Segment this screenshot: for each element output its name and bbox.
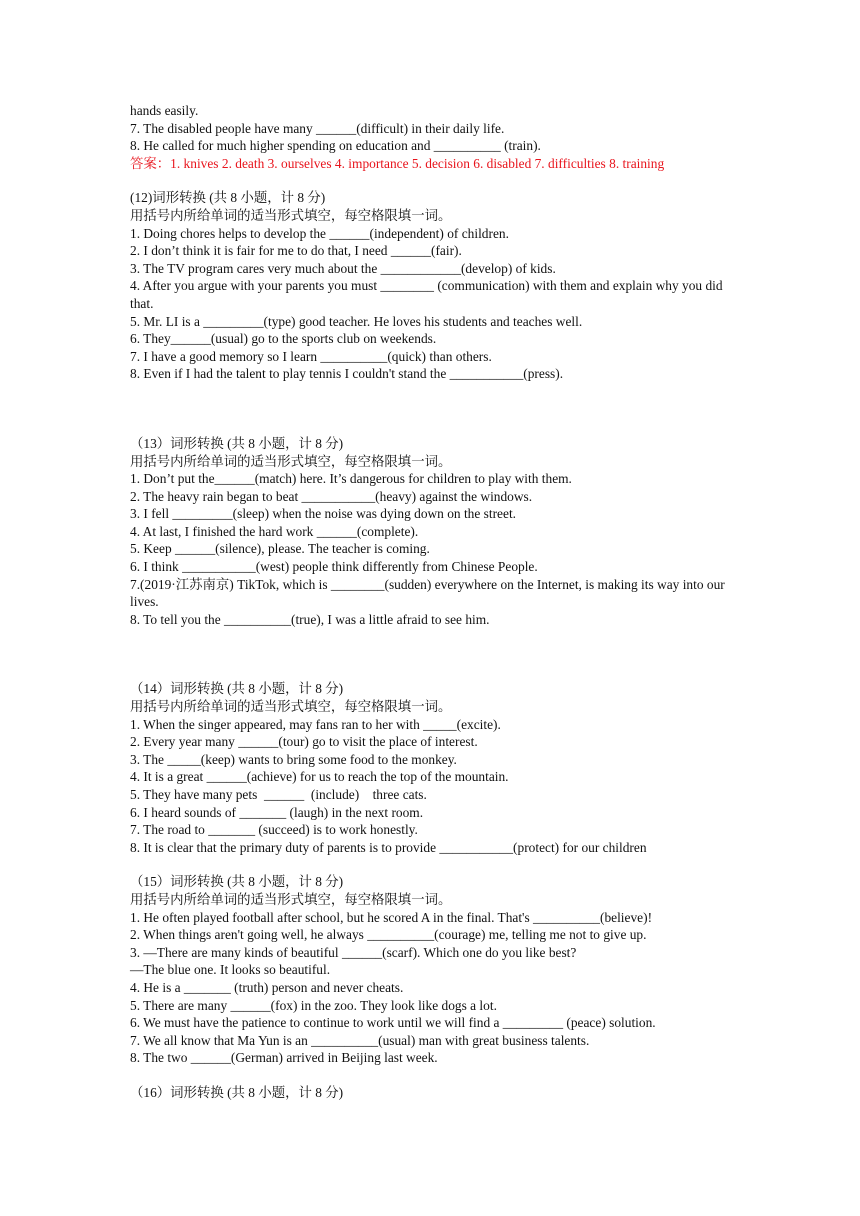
question-item: 5. Keep ______(silence), please. The teacher is coming. [130,541,430,557]
question-item: 3. The TV program cares very much about the ____________(develop) of kids. [130,260,556,276]
question-item: 7. We all know that Ma Yun is an __________(usual) man with great business talents. [130,1032,590,1048]
section-heading: (12)词形转换 (共 8 小题，计 8 分) [130,190,326,206]
question-item: 2. When things aren't going well, he always __________(courage) me, telling me not to give up. [130,927,647,943]
question-item: 4. It is a great ______(achieve) for us to reach the top of the mountain. [130,769,509,785]
document-page [130,102,735,1102]
question-item: 5. Mr. LI is a _________(type) good teacher. He loves his students and teaches well. [130,313,583,329]
question-item: 2. The heavy rain began to beat ___________(heavy) against the windows. [130,488,533,504]
question-item: 8. He called for much higher spending on education and __________ (train). [130,138,541,154]
question-item: 6. We must have the patience to continue to work until we will find a _________ (peace) solution. [130,1015,656,1031]
question-item: 8. The two ______(German) arrived in Beijing last week. [130,1050,438,1066]
section-instruction: 用括号内所给单词的适当形式填空，每空格限填一词。 [130,891,452,907]
question-item: 5. They have many pets ______ (include) three cats. [130,787,427,802]
question-item: 6. I think ___________(west) people think differently from Chinese People. [130,559,538,575]
question-item: 8. It is clear that the primary duty of parents is to provide ___________(protect) for our children [130,839,647,855]
section-heading: （14）词形转换 (共 8 小题，计 8 分) [130,681,344,697]
question-item: 4. After you argue with your parents you must ________ (communication) with them and explain why you did that. [130,278,723,311]
question-item: 7.(2019·江苏南京) TikTok, which is ________(sudden) everywhere on the Internet, is making its way into our lives. [130,576,725,610]
question-item: 1. When the singer appeared, may fans ran to her with _____(excite). [130,716,501,732]
question-item: 3. The _____(keep) wants to bring some food to the monkey. [130,751,457,767]
question-item: 2. I don’t think it is fair for me to do that, I need ______(fair). [130,243,462,259]
section-heading: （13）词形转换 (共 8 小题，计 8 分) [130,435,344,451]
section-heading: （15）词形转换 (共 8 小题，计 8 分) [130,874,344,890]
answer-key: 答案：1. knives 2. death 3. ourselves 4. importance 5. decision 6. disabled 7. difficulties 8. training [130,155,665,171]
continued-line: hands easily. [130,103,199,118]
question-item: 3. I fell _________(sleep) when the noise was dying down on the street. [130,506,517,522]
question-item: 6. I heard sounds of _______ (laugh) in the next room. [130,804,424,820]
question-item: 8. Even if I had the talent to play tennis I couldn't stand the ___________(press). [130,366,564,382]
question-item: 4. He is a _______ (truth) person and never cheats. [130,979,404,995]
question-item: 1. Doing chores helps to develop the ______(independent) of children. [130,225,509,241]
question-item: 6. They______(usual) go to the sports club on weekends. [130,331,437,347]
question-item: —The blue one. It looks so beautiful. [130,962,331,978]
section-instruction: 用括号内所给单词的适当形式填空，每空格限填一词。 [130,699,452,715]
question-item: 7. I have a good memory so I learn __________(quick) than others. [130,348,492,364]
question-item: 2. Every year many ______(tour) go to visit the place of interest. [130,734,478,750]
section-instruction: 用括号内所给单词的适当形式填空，每空格限填一词。 [130,207,452,223]
question-item: 4. At last, I finished the hard work ______(complete). [130,523,419,539]
question-item: 5. There are many ______(fox) in the zoo. They look like dogs a lot. [130,997,497,1013]
question-item: 8. To tell you the __________(true), I was a little afraid to see him. [130,611,490,627]
question-item: 7. The disabled people have many ______(difficult) in their daily life. [130,120,505,136]
question-item: 7. The road to _______ (succeed) is to work honestly. [130,822,418,838]
question-item: 3. —There are many kinds of beautiful ______(scarf). Which one do you like best? [130,944,577,960]
section-heading: （16）词形转换 (共 8 小题，计 8 分) [130,1084,344,1100]
question-item: 1. He often played football after school, but he scored A in the final. That's __________(believe)! [130,909,653,925]
question-item: 1. Don’t put the______(match) here. It’s dangerous for children to play with them. [130,471,572,487]
section-instruction: 用括号内所给单词的适当形式填空，每空格限填一词。 [130,453,452,469]
